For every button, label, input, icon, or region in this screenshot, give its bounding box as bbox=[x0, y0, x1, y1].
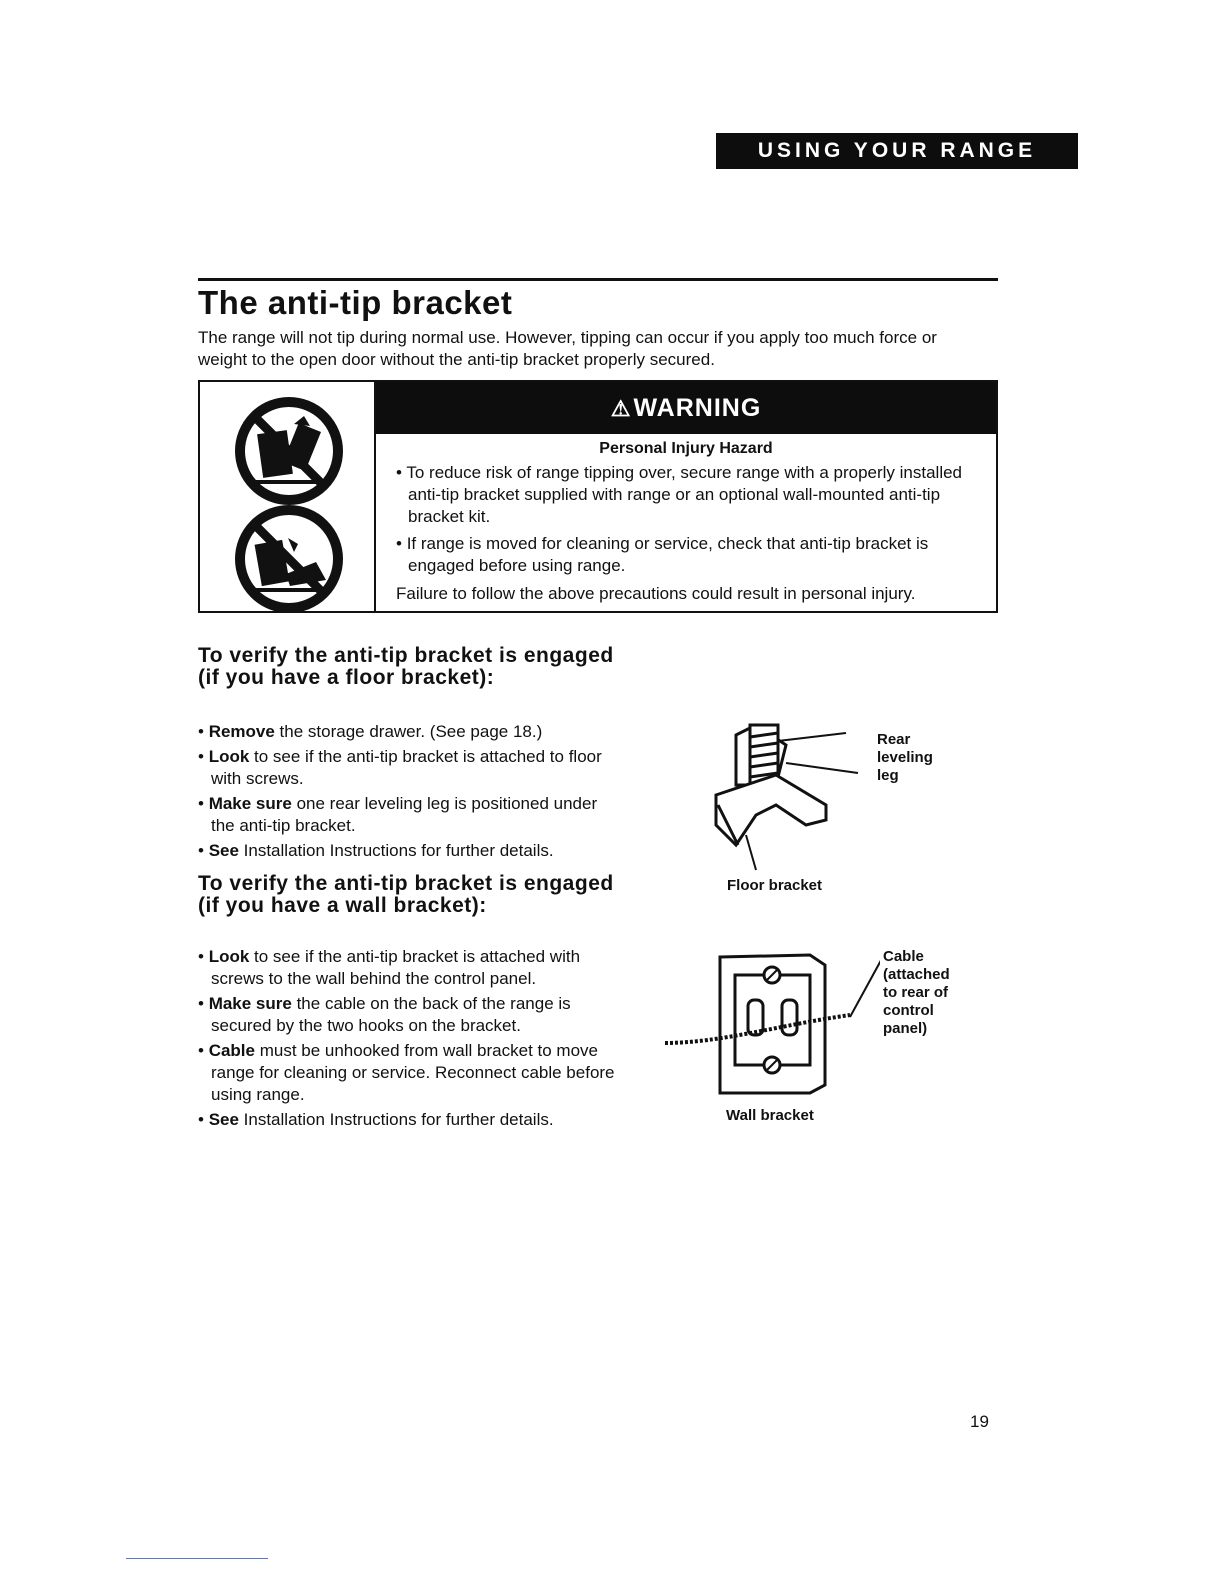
intro-paragraph: The range will not tip during normal use. However, tipping can occur if you apply too much force or weight to the open door without the anti-tip bracket properly secured. bbox=[198, 328, 937, 369]
list-item: • See Installation Instructions for further details. bbox=[198, 1110, 554, 1129]
list-item: • See Installation Instructions for further details. bbox=[198, 841, 554, 860]
wall-callout: Cable (attached to rear of control panel) bbox=[883, 948, 950, 1037]
floor-callout: Rear leveling leg bbox=[877, 731, 933, 784]
hazard-title: Personal Injury Hazard bbox=[599, 440, 773, 457]
list-item: • Make sure the cable on the back of the range is secured by the two hooks on the bracket. bbox=[198, 994, 571, 1035]
warning-header bbox=[376, 382, 996, 434]
wall-section-heading: To verify the anti-tip bracket is engaged (if you have a wall bracket): bbox=[198, 872, 614, 917]
title-rule bbox=[198, 278, 998, 281]
warning-item: • If range is moved for cleaning or service, check that anti-tip bracket is engaged before using range. bbox=[396, 534, 929, 575]
floor-section-heading: To verify the anti-tip bracket is engaged (if you have a floor bracket): bbox=[198, 644, 614, 689]
warning-item: • To reduce risk of range tipping over, secure range with a properly installed anti-tip bracket supplied with range or an optional wall-mounted anti-tip bracket kit. bbox=[396, 463, 963, 526]
page-title: The anti-tip bracket bbox=[198, 284, 513, 321]
warning-triangle-icon: ⚠ bbox=[610, 396, 632, 421]
section-banner: USING YOUR RANGE bbox=[716, 133, 1078, 169]
wall-steps bbox=[198, 946, 618, 1134]
wall-bracket-caption: Wall bracket bbox=[726, 1107, 814, 1124]
no-tipping-icon bbox=[234, 504, 344, 614]
warning-footer: Failure to follow the above precautions could result in personal injury. bbox=[396, 584, 916, 603]
wall-bracket-illustration bbox=[660, 945, 880, 1095]
list-item: • Make sure one rear leveling leg is positioned under the anti-tip bracket. bbox=[198, 794, 598, 835]
page-number: 19 bbox=[970, 1412, 989, 1431]
floor-bracket-caption: Floor bracket bbox=[727, 877, 823, 894]
floor-steps bbox=[198, 721, 618, 865]
list-item: • Look to see if the anti-tip bracket is attached with screws to the wall behind the control panel. bbox=[198, 947, 581, 988]
footer-rule bbox=[126, 1558, 268, 1559]
warning-box bbox=[198, 380, 998, 613]
warning-icons-panel bbox=[200, 382, 376, 611]
warning-list bbox=[396, 462, 986, 582]
warning-label: WARNING bbox=[633, 394, 762, 422]
list-item: • Look to see if the anti-tip bracket is attached to floor with screws. bbox=[198, 747, 602, 788]
list-item: • Cable must be unhooked from wall bracket to move range for cleaning or service. Reconnect cable before using range. bbox=[198, 1041, 615, 1104]
floor-bracket-illustration bbox=[706, 715, 876, 875]
no-tipping-icon bbox=[234, 396, 344, 506]
list-item: • Remove the storage drawer. (See page 18.) bbox=[198, 722, 543, 741]
